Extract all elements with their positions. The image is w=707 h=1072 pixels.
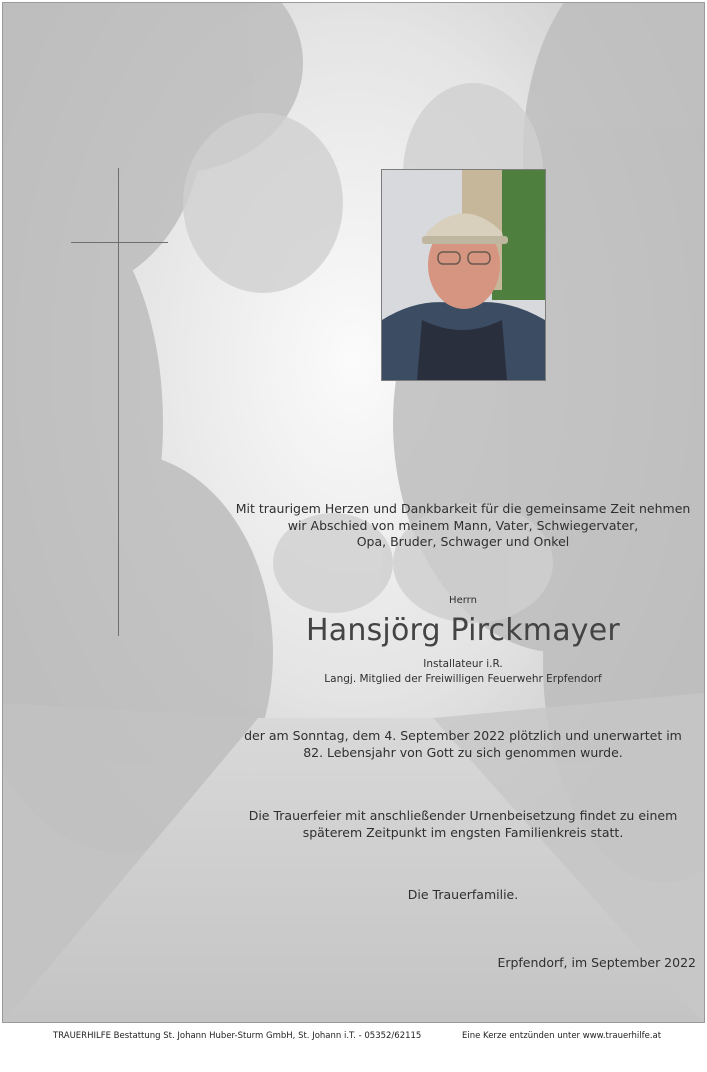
deceased-title-1: Installateur i.R. [423, 658, 503, 670]
death-notice-line-2: 82. Lebensjahr von Gott zu sich genommen wurde. [303, 744, 623, 760]
ceremony-line-1: Die Trauerfeier mit anschließender Urnenbeisetzung findet zu einem [248, 808, 678, 823]
intro-line-1: Mit traurigem Herzen und Dankbarkeit für die gemeinsame Zeit nehmen [235, 501, 691, 516]
death-notice [228, 728, 698, 761]
intro-line-3: Opa, Bruder, Schwager und Onkel [356, 534, 570, 549]
death-notice-line-1: der am Sonntag, dem 4. September 2022 plötzlich und unerwartet im [244, 728, 682, 743]
ceremony-notice [228, 808, 698, 841]
family-signature: Die Trauerfamilie. [407, 887, 519, 902]
intro-line-2: wir Abschied von meinem Mann, Vater, Schwiegervater, [287, 517, 639, 533]
footer-candle-link[interactable]: Eine Kerze entzünden unter www.trauerhilfe.at [462, 1031, 662, 1041]
deceased-title-2: Langj. Mitglied der Freiwilligen Feuerwehr Erpfendorf [324, 673, 602, 685]
intro-text [228, 501, 698, 551]
deceased-titles [273, 657, 653, 687]
footer-funeral-home: TRAUERHILFE Bestattung St. Johann Huber-Sturm GmbH, St. Johann i.T. - 05352/62115 [53, 1031, 422, 1041]
place-date: Erpfendorf, im September 2022 [497, 955, 696, 970]
ceremony-line-2: späterem Zeitpunkt im engsten Familienkreis statt. [302, 824, 624, 840]
cross-icon [118, 168, 119, 636]
cross-icon-beam [71, 242, 168, 243]
portrait-photo [381, 169, 546, 381]
deceased-name: Hansjörg Pirckmayer [306, 613, 620, 648]
obituary-card [2, 2, 705, 1023]
salutation: Herrn [449, 595, 477, 606]
